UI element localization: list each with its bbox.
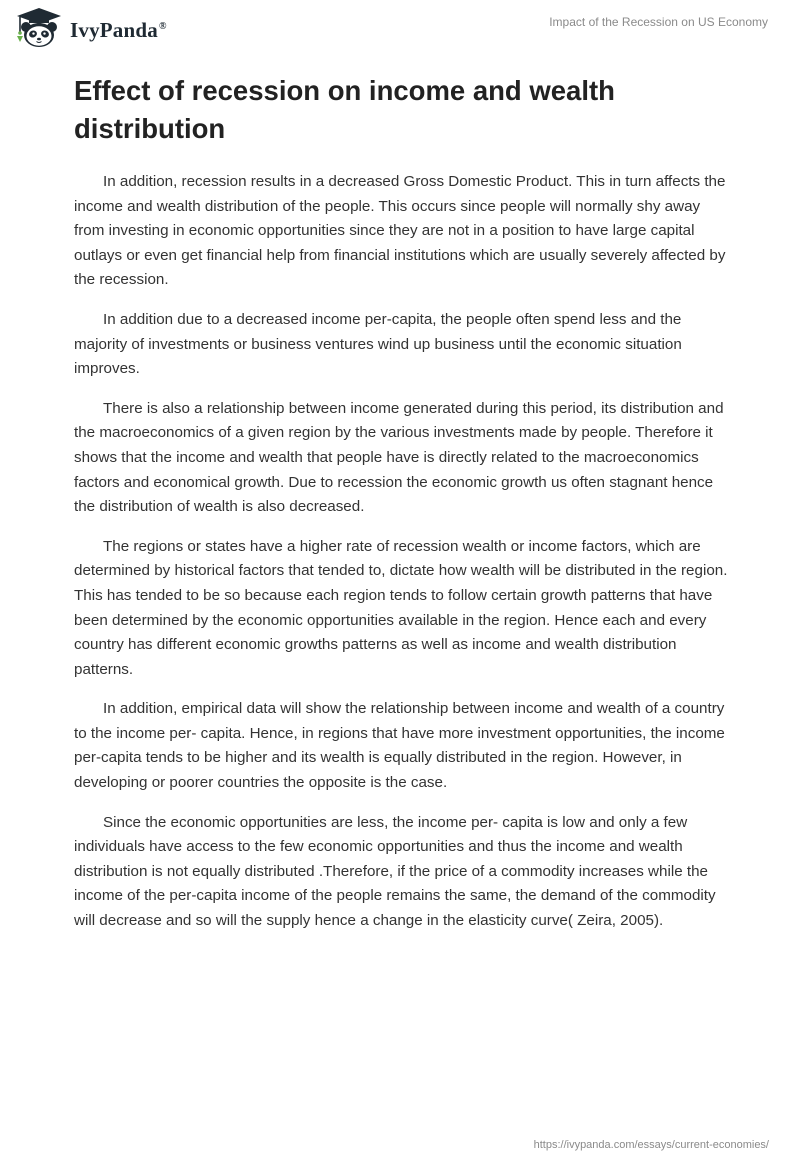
running-title: Impact of the Recession on US Economy — [549, 15, 768, 29]
paragraph: There is also a relationship between income generated during this period, its distribution and the macroeconomics of a given region by the various investments made by people. Therefore it shows that the income and wealth that people have is directly related to the macroeconomics factors and economical growth. Due to recession the economic growth us often stagnant hence the distribution of wealth is also decreased. — [74, 399, 724, 516]
paragraph: In addition due to a decreased income per-capita, the people often spend less and the majority of investments or business ventures wind up business until the economic situation improves. — [74, 310, 682, 378]
paragraph: Since the economic opportunities are less, the income per- capita is low and only a few individuals have access to the few economic opportunities and thus the income and wealth distribution is not equally distributed .Therefore, if the price of a commodity increases while the income of the per-capita income of the people remains the same, the demand of the commodity will decrease and so will the supply hence a change in the elasticity curve( Zeira, 2005). — [74, 813, 716, 930]
paragraph: In addition, empirical data will show the relationship between income and wealth of a country to the income per- capita. Hence, in regions that have more investment opportunities, the income per-capita tends to be higher and its wealth is equally distributed in the region. However, in developing or poorer countries the opposite is the case. — [74, 700, 725, 792]
panda-graduate-logo-icon — [14, 6, 64, 50]
registered-mark: ® — [158, 20, 167, 32]
paragraph: In addition, recession results in a decreased Gross Domestic Product. This in turn affects the income and wealth distribution of the people. This occurs since people will normally shy away from investing in economic opportunities since they are not in a position to have large capital outlays or even get financial help from financial institutions which are usually severely affected by the recession. — [74, 173, 726, 289]
ivypanda-logo[interactable] — [14, 6, 167, 50]
brand-name: IvyPanda® — [70, 17, 167, 42]
page-header — [0, 0, 800, 60]
section-heading: Effect of recession on income and wealth distribution — [74, 75, 615, 144]
source-url-link[interactable]: https://ivypanda.com/essays/current-economies/ — [533, 1139, 769, 1151]
article-body — [74, 72, 728, 949]
paragraph: The regions or states have a higher rate of recession wealth or income factors, which are determined by historical factors that tended to, dictate how wealth will be distributed in the region. This has tended to be so because each region tends to follow certain growth patterns that have been determined by the economic opportunities available in the region. Hence each and every country has different economic growths patterns as well as income and wealth distribution patterns. — [74, 537, 728, 678]
